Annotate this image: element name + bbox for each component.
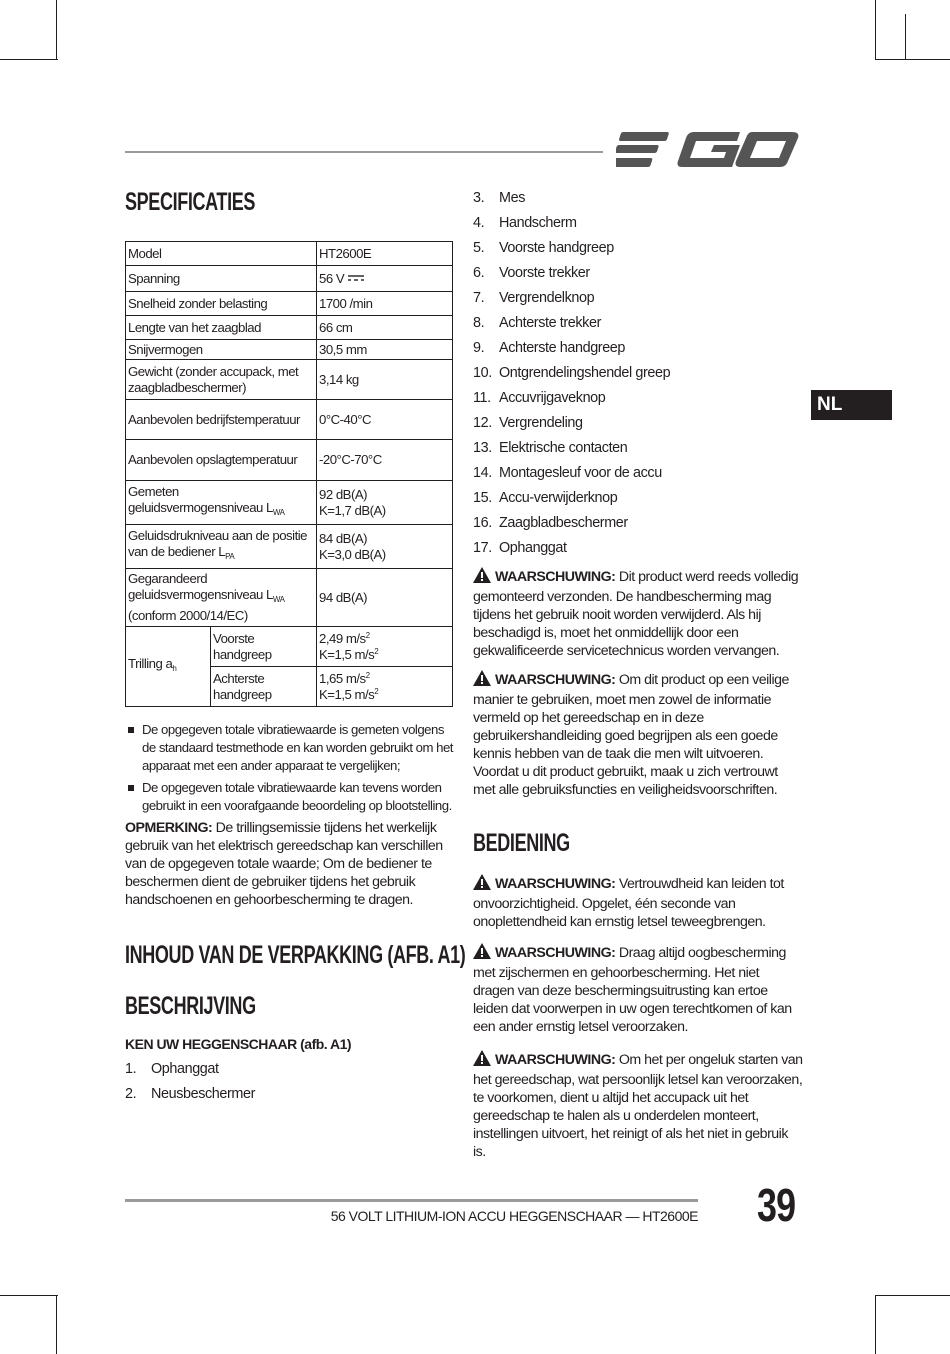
item-number: 2.: [125, 1086, 137, 1102]
item-text: Mes: [499, 190, 525, 206]
item-number: 3.: [473, 190, 485, 206]
spec-label: Spanning: [126, 266, 317, 292]
crop-mark: [875, 1295, 950, 1296]
spec-value: -20°C-70°C: [317, 440, 453, 481]
voltage-value: 56 V: [319, 270, 345, 286]
table-row: [126, 440, 453, 481]
warning-paragraph: [473, 943, 803, 1036]
crop-mark: [0, 1295, 58, 1296]
warning-label: WAARSCHUWING:: [495, 876, 616, 892]
item-number: 6.: [473, 265, 485, 281]
table-row: [126, 242, 453, 266]
list-item: [473, 438, 803, 463]
spec-value: 66 cm: [317, 316, 453, 340]
value-line: [319, 647, 450, 663]
bullet-square-icon: [128, 785, 134, 791]
label-text: Geluidsdrukniveau aan de positie van de bediener L: [128, 528, 308, 559]
crop-mark: [0, 59, 58, 60]
item-number: 9.: [473, 340, 485, 356]
item-text: Zaagbladbeschermer: [499, 515, 628, 531]
page-number: 39: [757, 1179, 796, 1231]
right-column: [473, 188, 803, 1161]
item-text: Achterste trekker: [499, 315, 601, 331]
item-number: 10.: [473, 365, 492, 381]
item-text: Ophanggat: [151, 1061, 219, 1077]
item-number: 15.: [473, 490, 492, 506]
warning-text: Dit product werd reeds volledig gemonteerd verzonden. De handbescherming mag tijdens het gebruik nooit worden verwijderd. Als hij beschadigd is, moet het onmiddellijk door een gekwalificeerde servicetechnicus worden vervangen.: [473, 569, 799, 659]
list-item: [473, 338, 803, 363]
spec-label: Snijvermogen: [126, 340, 317, 360]
note-paragraph: [125, 819, 453, 909]
label-subscript: PA: [225, 552, 235, 561]
value-line: [319, 687, 450, 703]
left-column: [125, 188, 466, 1109]
spec-label: [126, 525, 317, 569]
specifications-table: [125, 241, 453, 707]
spec-value: 1700 /min: [317, 292, 453, 316]
label-text: Gemeten geluidsvermogensniveau L: [128, 484, 273, 515]
table-row: [126, 360, 453, 400]
item-text: Voorste handgreep: [499, 240, 614, 256]
warning-label: WAARSCHUWING:: [495, 569, 616, 585]
item-number: 12.: [473, 415, 492, 431]
list-item: [473, 388, 803, 413]
vibration-notes-list: [125, 721, 453, 815]
list-item: [125, 721, 453, 775]
label-subscript: WA: [272, 508, 285, 517]
value-text: K=1,5 m/s: [319, 686, 375, 702]
item-text: Ophanggat: [499, 540, 567, 556]
item-text: Accuvrijgaveknop: [499, 390, 606, 406]
list-item: [473, 463, 803, 488]
spec-value: 3,14 kg: [317, 360, 453, 400]
spec-value: 0°C-40°C: [317, 400, 453, 440]
item-text: Achterste handgreep: [499, 340, 626, 356]
list-item: [473, 263, 803, 288]
item-text: Vergrendelknop: [499, 290, 595, 306]
bullet-text: De opgegeven totale vibratiewaarde is gemeten volgens de standaard testmethode en kan worden gebruikt om het apparaat met een ander apparaat te vergelijken;: [142, 722, 453, 773]
table-row: [126, 400, 453, 440]
warning-text: Om dit product op een veilige manier te gebruiken, moet men zowel de informatie vermeld op het gereedschap en in deze gebruikershandleiding goed begrijpen als een goede kennis hebben van de taak die men wilt uitvoeren. Voordat u dit product gebruikt, maak u zich vertrouwt met alle gebruiksfuncties en veiligheidsvoorschriften.: [473, 672, 789, 798]
list-item: [473, 188, 803, 213]
spec-label: [126, 481, 317, 525]
warning-text: Draag altijd oogbescherming met zijschermen en gehoorbescherming. Het niet dragen van deze beschermingsuitrusting kan ertoe leiden dat voorwerpen in uw ogen terechtkomen of kan een ander ernstig letsel veroorzaken.: [473, 945, 792, 1035]
table-row: [126, 266, 453, 292]
list-item: [473, 513, 803, 538]
spec-label: Lengte van het zaagblad: [126, 316, 317, 340]
vibration-rear-label: [211, 667, 317, 707]
bullet-square-icon: [128, 727, 134, 733]
footer-rule: [125, 1199, 698, 1202]
note-text: De trillingsemissie tijdens het werkelijk gebruik van het elektrisch gereedschap kan verschillen van de opgegeven totale waarde; Om de bediener te beschermen dient de gebruiker tijdens het gebruik handschoenen en gehoorbescherming te dragen.: [125, 820, 443, 908]
superscript: 2: [374, 686, 379, 696]
description-heading: BESCHRIJVING: [125, 992, 256, 1020]
item-number: 16.: [473, 515, 492, 531]
spec-value: [317, 627, 453, 667]
item-number: 7.: [473, 290, 485, 306]
list-item: [473, 538, 803, 563]
label-line: [128, 587, 314, 608]
operation-heading: BEDIENING: [473, 829, 570, 857]
spec-value: [317, 525, 453, 569]
crop-mark: [875, 1296, 876, 1354]
warning-paragraph: [473, 874, 803, 931]
item-text: Montagesleuf voor de accu: [499, 465, 662, 481]
spec-value: HT2600E: [317, 242, 453, 266]
crop-mark: [56, 0, 57, 60]
item-text: Accu-verwijderknop: [499, 490, 618, 506]
value-text: K=1,5 m/s: [319, 646, 375, 662]
warning-triangle-icon: [473, 1050, 491, 1071]
warning-label: WAARSCHUWING:: [495, 672, 616, 688]
warning-label: WAARSCHUWING:: [495, 945, 616, 961]
header-rule: [125, 151, 603, 153]
item-text: Voorste trekker: [499, 265, 590, 281]
list-item: [473, 213, 803, 238]
label-line: (conform 2000/14/EC): [128, 608, 248, 623]
item-number: 5.: [473, 240, 485, 256]
item-number: 8.: [473, 315, 485, 331]
spec-label: [126, 569, 317, 627]
list-item: [473, 413, 803, 438]
warning-paragraph: [473, 670, 803, 799]
item-text: Handscherm: [499, 215, 577, 231]
label-line: handgreep: [213, 686, 272, 702]
spec-label: Aanbevolen bedrijfstemperatuur: [126, 400, 317, 440]
label-line: Achterste: [213, 670, 265, 686]
label-text: Trilling a: [128, 656, 173, 671]
warning-label: WAARSCHUWING:: [495, 1052, 616, 1068]
value-line: [319, 671, 450, 687]
language-tab: NL: [811, 390, 892, 420]
list-item: [473, 488, 803, 513]
table-row: [126, 316, 453, 340]
spec-label: Gewicht (zonder accupack, met zaagbladbeschermer): [126, 360, 317, 400]
table-row: [126, 569, 453, 627]
label-line: Gegarandeerd: [128, 571, 208, 586]
value-line: K=1,7 dB(A): [319, 502, 386, 518]
warning-paragraph: [473, 567, 803, 660]
spec-value: 30,5 mm: [317, 340, 453, 360]
spec-label: Aanbevolen opslagtemperatuur: [126, 440, 317, 481]
value-line: 84 dB(A): [319, 530, 368, 546]
value-text: 2,49 m/s: [319, 630, 366, 646]
bullet-text: De opgegeven totale vibratiewaarde kan tevens worden gebruikt in een voorafgaande beoordeling op blootstelling.: [142, 780, 452, 813]
vibration-front-label: Voorste handgreep: [211, 627, 317, 667]
vibration-label: [126, 627, 211, 707]
parts-list: [125, 1059, 453, 1109]
superscript: 2: [374, 646, 379, 656]
spec-label: Snelheid zonder belasting: [126, 292, 317, 316]
footer-title: 56 VOLT LITHIUM-ION ACCU HEGGENSCHAAR — HT2600E: [330, 1208, 698, 1224]
crop-mark: [905, 14, 906, 60]
warning-triangle-icon: [473, 943, 491, 964]
item-number: 17.: [473, 540, 492, 556]
list-item: [125, 1084, 453, 1109]
item-text: Neusbeschermer: [151, 1086, 255, 1102]
warning-text: Om het per ongeluk starten van het gereedschap, wat persoonlijk letsel kan veroorzaken, te voorkomen, dient u altijd het accupack uit het gereedschap te halen als u onderdelen monteert, instellingen uitvoert, het reinigt of als het niet in gebruik is.: [473, 1052, 803, 1160]
table-row: [126, 481, 453, 525]
item-number: 1.: [125, 1061, 137, 1077]
crop-mark: [875, 59, 950, 60]
spec-value: [317, 481, 453, 525]
dc-symbol-icon: [347, 271, 365, 286]
item-number: 4.: [473, 215, 485, 231]
table-row: [126, 292, 453, 316]
package-contents-heading: INHOUD VAN DE VERPAKKING (AFB. A1): [125, 941, 466, 969]
list-item: [125, 779, 453, 815]
list-item: [125, 1059, 453, 1084]
spec-value: 94 dB(A): [317, 569, 453, 627]
warning-triangle-icon: [473, 567, 491, 588]
item-text: Vergrendeling: [499, 415, 583, 431]
item-number: 13.: [473, 440, 492, 456]
spec-label: Model: [126, 242, 317, 266]
spec-value: [317, 266, 453, 292]
crop-mark: [875, 0, 876, 60]
parts-list-continued: [473, 188, 803, 563]
value-line: 92 dB(A): [319, 486, 368, 502]
specifications-heading: SPECIFICATIES: [125, 188, 256, 216]
warning-triangle-icon: [473, 670, 491, 691]
label-subscript: WA: [272, 595, 285, 604]
table-row: [126, 340, 453, 360]
list-item: [473, 363, 803, 388]
table-row: [126, 525, 453, 569]
ego-logo: [616, 130, 800, 175]
warning-text: Vertrouwdheid kan leiden tot onvoorzichtigheid. Opgelet, één seconde van onoplettendheid kan ernstig letsel teweegbrengen.: [473, 876, 784, 930]
warning-paragraph: [473, 1050, 803, 1161]
superscript: 2: [365, 670, 370, 680]
note-label: OPMERKING:: [125, 820, 213, 836]
table-row: [126, 627, 453, 667]
value-text: 1,65 m/s: [319, 670, 366, 686]
know-your-hedge-trimmer-heading: KEN UW HEGGENSCHAAR (afb. A1): [125, 1036, 352, 1052]
list-item: [473, 313, 803, 338]
item-number: 11.: [473, 390, 491, 406]
label-text: geluidsvermogensniveau L: [128, 587, 273, 602]
warning-triangle-icon: [473, 874, 491, 895]
item-text: Elektrische contacten: [499, 440, 628, 456]
item-number: 14.: [473, 465, 492, 481]
item-text: Ontgrendelingshendel greep: [499, 365, 671, 381]
superscript: 2: [365, 630, 370, 640]
list-item: [473, 238, 803, 263]
label-subscript: h: [172, 664, 177, 673]
spec-value: [317, 667, 453, 707]
crop-mark: [56, 1296, 57, 1354]
list-item: [473, 288, 803, 313]
value-line: [319, 631, 450, 647]
value-line: K=3,0 dB(A): [319, 546, 386, 562]
